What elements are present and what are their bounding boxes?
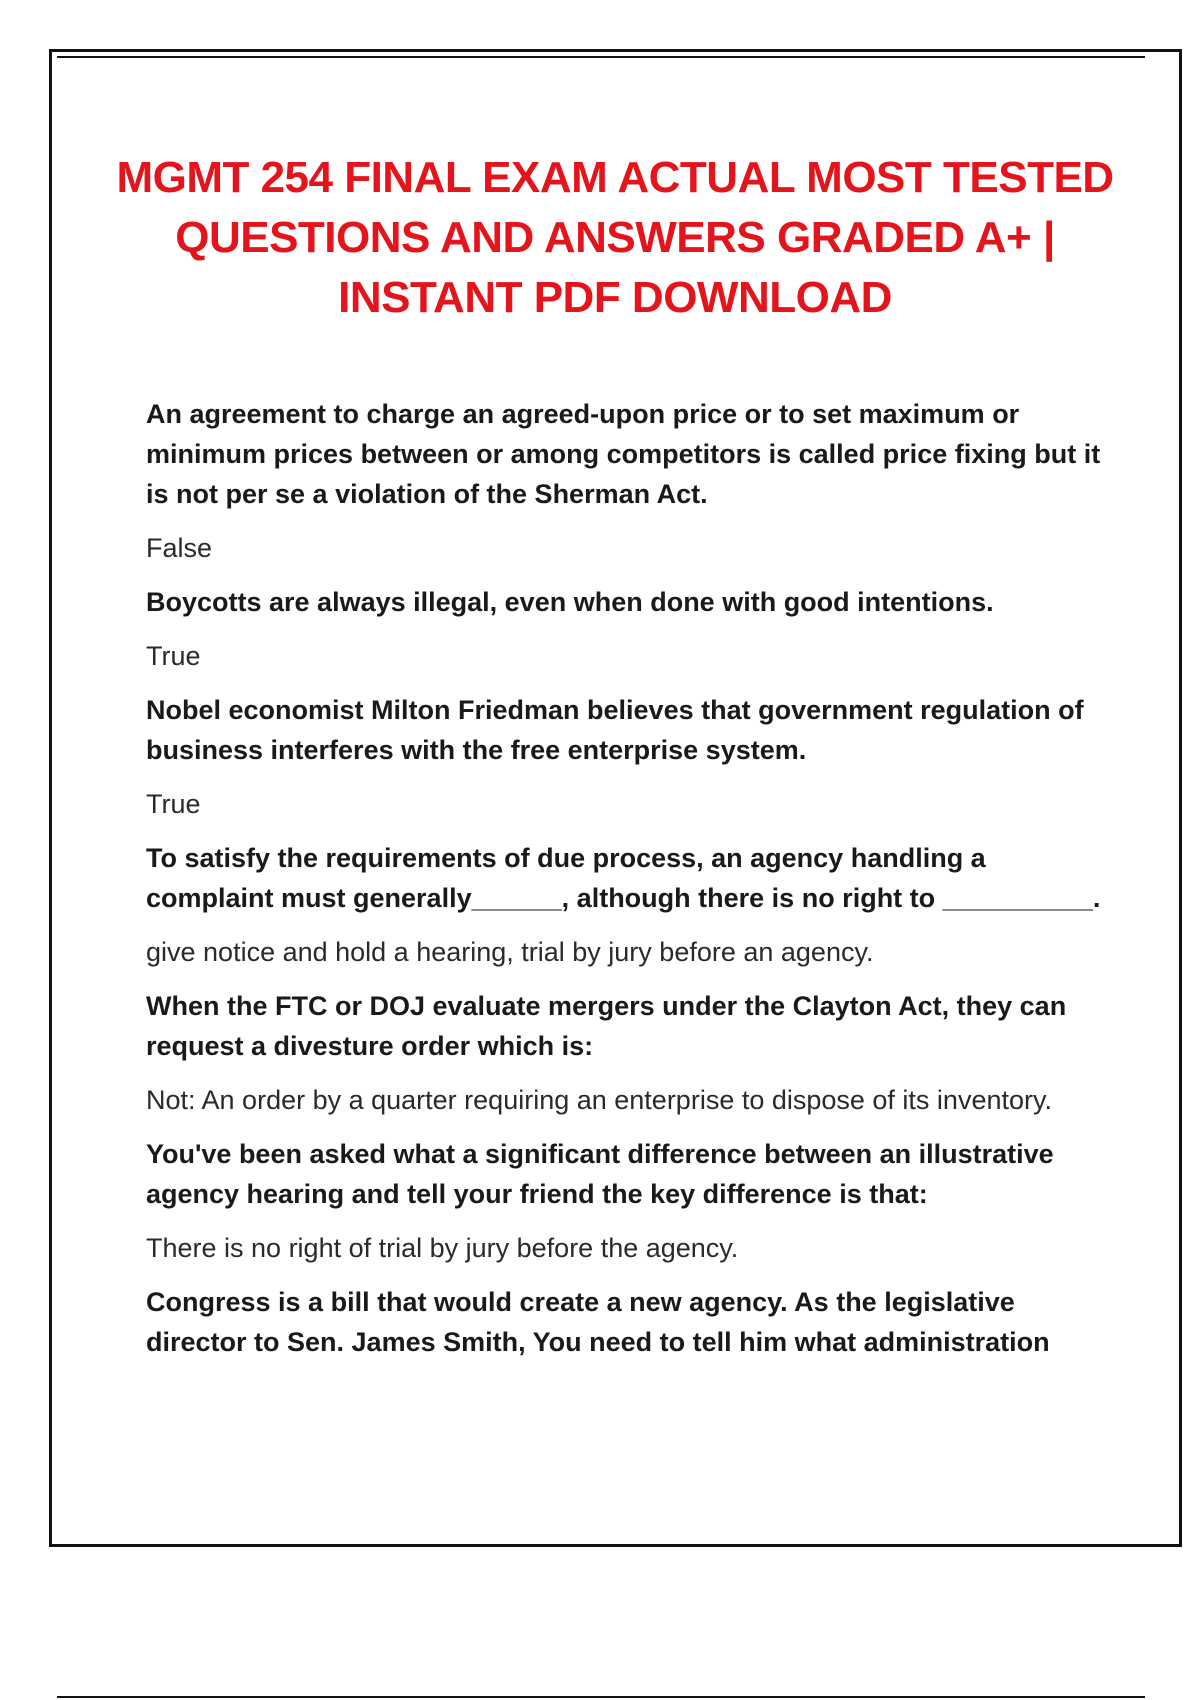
- question-6: You've been asked what a significant difference between an illustrative agency hearing and tell your friend the key difference is that:: [146, 1139, 1054, 1209]
- question-7: Congress is a bill that would create a new agency. As the legislative director to Sen. James Smith, You need to tell him what administration: [146, 1287, 1050, 1357]
- answer-2: True: [146, 641, 201, 671]
- qa-list: [146, 394, 1106, 1362]
- top-divider: [57, 56, 1145, 58]
- document-title: MGMT 254 FINAL EXAM ACTUAL MOST TESTED QUESTIONS AND ANSWERS GRADED A+ | INSTANT PDF DOWNLOAD: [116, 153, 1114, 322]
- question-4: To satisfy the requirements of due process, an agency handling a complaint must generally______, although there is no right to __________.: [146, 843, 1101, 913]
- answer-5: Not: An order by a quarter requiring an enterprise to dispose of its inventory.: [146, 1085, 1052, 1115]
- question-1: An agreement to charge an agreed-upon price or to set maximum or minimum prices between or among competitors is called price fixing but it is not per se a violation of the Sherman Act.: [146, 399, 1101, 509]
- question-5: When the FTC or DOJ evaluate mergers under the Clayton Act, they can request a divesture order which is:: [146, 991, 1067, 1061]
- question-2: Boycotts are always illegal, even when done with good intentions.: [146, 587, 994, 617]
- answer-4: give notice and hold a hearing, trial by jury before an agency.: [146, 937, 874, 967]
- answer-3: True: [146, 789, 201, 819]
- answer-6: There is no right of trial by jury before the agency.: [146, 1233, 739, 1263]
- question-3: Nobel economist Milton Friedman believes that government regulation of business interferes with the free enterprise system.: [146, 695, 1084, 765]
- bottom-divider: [57, 1696, 1145, 1698]
- answer-1: False: [146, 533, 213, 563]
